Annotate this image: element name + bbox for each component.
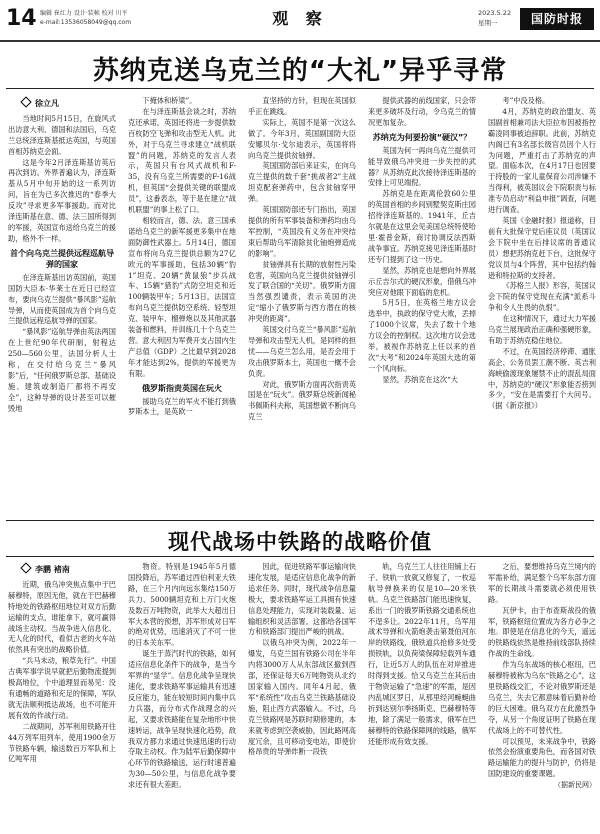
- paragraph: “兵马未动，粮草先行”。中国古典军事学说早就把后勤物流提到极高地位，个中道理显而易见：没有通畅的道路和充足的保障，军队就无法顺利抵达战场，也不可能开展有效的作战行动。: [8, 656, 116, 720]
- paragraph: 显然，苏纳克在这次“大: [382, 374, 458, 384]
- diamond-icon: [20, 96, 31, 107]
- subheading: 苏纳克为何要扮演“硬汉”？: [372, 132, 472, 142]
- page-number: 14: [6, 6, 37, 31]
- text-column: [248, 96, 356, 516]
- text-column: [128, 562, 236, 830]
- paragraph: 4月，苏纳克的政治盟友、英国副首相兼司法大臣拉布因被指控霸凌同事被迫辞职。此前，苏纳克内阁已有3名部长级官员因个人行为问题，严重打击了苏纳克的声望。面临本次，在4月17日也因要于持股的一家儿童保育公司涉嫌不当得利，被英国议会下院职责与标准专员启动“利益申报”调查，问题进行调查。: [488, 106, 596, 215]
- paragraph: “暴风影”巡航导弹由英法两国在上世纪90年代研制，射程达250—560公里，法国分析人士称，在交付给乌克兰“暴风影”后，“任何俄罗斯总部、基础设施、建筑或制造厂都将不再安全”，这种导弹的设计甚至可以摧毁地: [8, 327, 116, 413]
- paragraph: 在与泽连斯基会谈之时，苏纳克还承诺，英国还将进一步提供数百枚防空飞弹和攻击型无人机。此外，对于乌克兰寻求建立“战机联盟”的问题，苏纳克的发言人表示，英国只有台风式战机和F-35，没有乌克兰所需要的F-16战机，但英国“会提供关键的联盟成员”，这番表态，等于是在建立“战机联盟”的事上松了口。: [128, 106, 236, 215]
- paragraph: 提供武器的前线国家，只会带来更多破坏及行动，令乌克兰的情况更加复杂。: [368, 96, 476, 127]
- text-column: [128, 96, 236, 516]
- paragraph: 援助乌克兰的军火不能打到俄罗斯本土，是英欧一: [128, 396, 236, 417]
- paragraph: 二战期间，苏军利用铁路开往44万列军用列车，使用1900余万节铁路车辆，输送数百万军队和上亿吨军用: [8, 721, 116, 764]
- article1-headline: 苏纳克送乌克兰的“大礼”异乎寻常: [92, 56, 508, 86]
- paragraph: 5月5日，在英格兰地方议会选举中，执政的保守党大败，丢掉了1000个议席，失去了数十个地方议会的控制权。这次地方议会选举，被视作苏纳克上任以来的首次“大考”和2024年英国大选的第一个风向标。: [368, 298, 476, 373]
- paragraph: 当地时间5月15日，在旋风式出访意大利、德国和法国后，乌克兰总统泽连斯基抵达英国，与英国首相苏纳克会面。: [8, 113, 116, 156]
- article2-headline: 现代战场中铁路的战略价值: [168, 530, 432, 554]
- paragraph: 可以预见，未来战争中，铁路依然会扮演重要角色，而各国对铁路运输能力的提升与防护，仍将是国防建设的重要课题。: [488, 736, 596, 779]
- editors-info: [40, 9, 131, 27]
- editors-email: e-mail:13536058049@qq.com: [40, 19, 132, 26]
- paragraph: 以俄乌冲突为例，2022年一爆发，乌克兰国有铁路公司在半年内将3000万人从东部战区撤到西部，还保证每天6万吨物资从北约国家输入国内。同年4月起，俄军“系统性”攻击乌克兰铁路基础设施，阻止西方武器输入。不过，乌克兰铁路网是苏联时期修建的，本来就考虑到空袭威胁，因此路网高度冗余，且可移动变电站，即使价格昂贵的导弹炸断一段铁: [248, 638, 356, 757]
- paragraph: 在这种情况下，通过大力军援乌克兰展现政治正确和强硬形象，有助于苏纳克稳住地位。: [488, 314, 596, 345]
- text-column: [368, 562, 476, 830]
- paragraph: 苏纳克是在距离伦敦60公里的英国首相的乡间别墅契克斯庄园招待泽连斯基的。1941年，丘吉尔就是在这里会见美国总统特使哈里·霍普金斯，商讨协调反法西斯战争事宜。苏纳克接见泽连斯基时还专门提到了这一历史。: [368, 189, 476, 264]
- paragraph: 英国国防部还专门指出，英国提供的所有军事装备和弹药均由乌军控制，“英国没有义务在冲突结束后帮助乌军清除贫化铀炮弹造成的影响”。: [248, 205, 356, 258]
- paragraph: 对此，俄罗斯方面再次指责英国是在“玩火”。俄罗斯总统新闻秘书佩斯科夫称，英国想做不断向乌克兰: [248, 379, 356, 422]
- text-column: [368, 96, 476, 516]
- paragraph: 诞生于蒸汽时代的铁路，如何适应信息化条件下的战争，是当今军界的“显学”。信息化战争呈现快速化，要求铁路军事运输具有迅速反应能力，能在较短时间内集中兵力兵器，而分布式作战理念的兴起，又要求铁路能在复杂地形中快速转运，战争呈现快速化趋势，敌我双方都力求通过快速迅速的行动夺取主动权。作为陆军后勤保障中心环节的铁路输送，运行时速普遍为30—50公里，与信息化战争要求还有很大差距。: [128, 649, 236, 790]
- source-note: （据新民网）: [554, 781, 596, 790]
- text-column: [8, 562, 116, 830]
- divider: [6, 88, 594, 89]
- paragraph: 这是今年2月泽连斯基访英后再次到访。外界普遍认为，泽连斯基从5月中旬开始的这一系列访问，旨在为已多次推迟的“春季大反攻”寻求更多军事援助。而对比泽连斯基在意、德、法三国所得到的军援，英国宣布送给乌克兰的援助，格外不一样。: [8, 157, 116, 243]
- paragraph: 作为乌东战场的核心枢纽，巴赫穆特被称为乌东“铁路之心”，这里铁路线交汇，不论对俄罗斯还是乌克兰，失去它都意味着后勤补给的巨大困难。俄乌双方在此激烈争夺，从另一个角度证明了铁路在现代战场上的不可替代性。: [488, 660, 596, 735]
- paragraph: 之后，要想维持乌克兰境内的军需补给，满足整个乌军东部方面军的长期战斗需要就必须使用铁路。: [488, 562, 596, 604]
- issue-date: 2023.5.22: [478, 9, 512, 17]
- paragraph: 英国国防部后来证实，在向乌克兰提供的数千套“挑战者2”主战坦克配套弹药中，包含贫铀穿甲弹。: [248, 161, 356, 204]
- section-title: 观 察: [272, 9, 328, 28]
- paragraph: 在泽连斯基出访英国前，英国国防大臣本·华莱士在近日已经宣布，要向乌克兰提供“暴风影”巡航导弹，从而使英国成为首个向乌克兰提供远程巡航导弹的国家。: [8, 272, 116, 326]
- paragraph: 实际上，英国不是第一次这么做了。今年3月，英国副国防大臣安娜贝尔·戈尔迪表示，英国将将向乌克兰提供贫铀弹。: [248, 117, 356, 160]
- text-column: [488, 96, 596, 516]
- paragraph: 瓦伊卡，由于布查斯战役的俄军，铁路枢纽位置成为各方必争之地。即使是在信息化的今天，遥远的铁路线依然是维持前线部队持续作战的生命线。: [488, 605, 596, 659]
- paragraph: 因此，促进铁路军事运输向快速化发展，是适应信息化战争的新追求任务。同时，现代战争信息量极大，要求铁路军运工具拥有快速信息处理能力，实现对装载量、运输组织和灵活部署。这都给各国军方和铁路部门提出严峻的挑战。: [248, 562, 356, 637]
- paragraph: 考”中没及格。: [502, 96, 550, 105]
- paragraph: 近期，俄乌冲突焦点集中于巴赫穆特，原因无他，就在于巴赫穆特地处的铁路枢纽地位对双方后勤运输的支点，谁能拿下，就可赢得战场主动权。当战争进入信息化、无人化的时代，看似古老的火车站依然具有突出的战略价值。: [8, 579, 116, 655]
- paragraph: 直坚持的方针，但现在英国似乎正在跳线。: [248, 96, 356, 116]
- date-info: [478, 8, 511, 28]
- divider: [6, 520, 594, 521]
- paragraph: 下掩体和桥梁”。: [142, 96, 197, 105]
- subheading: 首个向乌克兰提供远程巡航导弹的国家: [10, 248, 114, 269]
- text-column: [488, 562, 596, 830]
- paragraph: 物资。特别是1945年5月德国投降后，苏军通过西伯利亚大铁路，在三个月内向远东集结150万兵力、5000辆坦克和上万门火炮及数百万吨物资，此举大大超出日军大本营的预想，苏军形成对日军的绝对优势，迅速消灭了不可一世的日本关东军。: [128, 562, 236, 648]
- paragraph: 显然，苏纳克也是想向外界展示丘吉尔式的硬汉形象，借俄乌冲突应对他眼下面临的危机。: [368, 265, 476, 297]
- byline: [22, 564, 116, 576]
- paragraph: 英国为何一再向乌克兰提供可能导致俄乌冲突进一步失控的武器？从苏纳克此次接待泽连斯基的安排上可见端倪。: [368, 145, 476, 188]
- editors-line: 编辑 崔红力 设计·装帧 校对 川平: [40, 10, 128, 17]
- paragraph: 相较而言，德、法、意三国承诺给乌克兰的新军援更多集中在地面防御性武器上。5月14日，德国宣布将向乌克兰提供总额为27亿欧元的军事援助，包括30辆“豹1”坦克、20辆“黄鼠狼”步兵战车、15辆“猎豹”式防空坦克和近100辆装甲车；5月13日，法国宣布向乌克兰提供防空系统、轻型坦克、装甲车、榴弹炮以及其他武器装备和燃料，并训练几十个乌克兰营。意大利因为军费开支占国内生产总值（GDP）之比最早到2028年才能达到2%，提供的军援更为有限。: [128, 215, 236, 378]
- text-column: [248, 562, 356, 830]
- issue-weekday: 星期一: [478, 19, 498, 27]
- text-column: [8, 96, 116, 516]
- paragraph: 英国交付乌克兰“暴风影”巡航导弹和攻击型无人机，是同样的担忧——乌克兰怎么用，是否会用于攻击俄罗斯本土，英国也一概不会负责。: [248, 325, 356, 378]
- page-header: [0, 0, 600, 42]
- byline: [22, 98, 116, 110]
- author-name: 李鹏 褚南: [35, 565, 70, 574]
- subheading: 俄罗斯指责英国在玩火: [142, 383, 222, 393]
- author-name: 徐立凡: [35, 99, 59, 108]
- paragraph: 轨，乌克兰工人往往用铺上石子、铁轨一放就又修复了，一枚巡航导弹换来的仅是10—20米铁轨。乌克兰铁路部门能迅速恢复，系出一门的俄罗斯铁路交通系统也不逞多让。2022年11月，乌军用战术导弹和火箭炮袭击第聂伯河东岸的铁路线，俄铁道兵抢修多处受损铁轨，以负荷梁保障轻载列车通行，让近5万人的队伍在对岸推进时得到支援。恰又乌克兰在其后由于物资运输了“急速”的军需，是因内乱城区罗日，从那里经河蜿蜒曲折到达别尔季扬斯克、巴赫穆特等地，除了满足一般需求，俄军在巴赫穆特的铁路保障网的线路，俄军还能形成有效支援。: [368, 562, 476, 746]
- paragraph: 《苏格兰人报》形容，英国议会下院的保守党现在充满“派系斗争和令人生畏的仇恨”。: [488, 281, 596, 313]
- paragraph: 英国《金融时报》报道称，目前有大批保守党后座议员（英国议会下院中坐在后排议席的普通议员）想把苏纳克赶下台，这批保守党议员与4个阵营，其中包括约翰逊和特拉斯的支持者。: [488, 215, 596, 280]
- paragraph: 贫铀弹具有长期的放射性污染危害，英国向乌克兰提供贫铀弹引发了联合国的“关切”。俄罗斯方面当然强烈谴责，表示英国的决定“缩小了俄罗斯与西方潜在的核冲突的距离”。: [248, 259, 356, 324]
- divider: [6, 556, 594, 557]
- paragraph: 不过，在英国经济停滞、通胀高企、公务员罢工潮不断、英吉利海峡偷渡现象屡禁不止的混乱局面中，苏纳克的“硬汉”形象能否捞到多少，“安在是需要打个大问号。（据《新京报》）: [488, 346, 596, 411]
- diamond-icon: [20, 562, 31, 573]
- masthead-logo: 国防时报: [520, 8, 594, 30]
